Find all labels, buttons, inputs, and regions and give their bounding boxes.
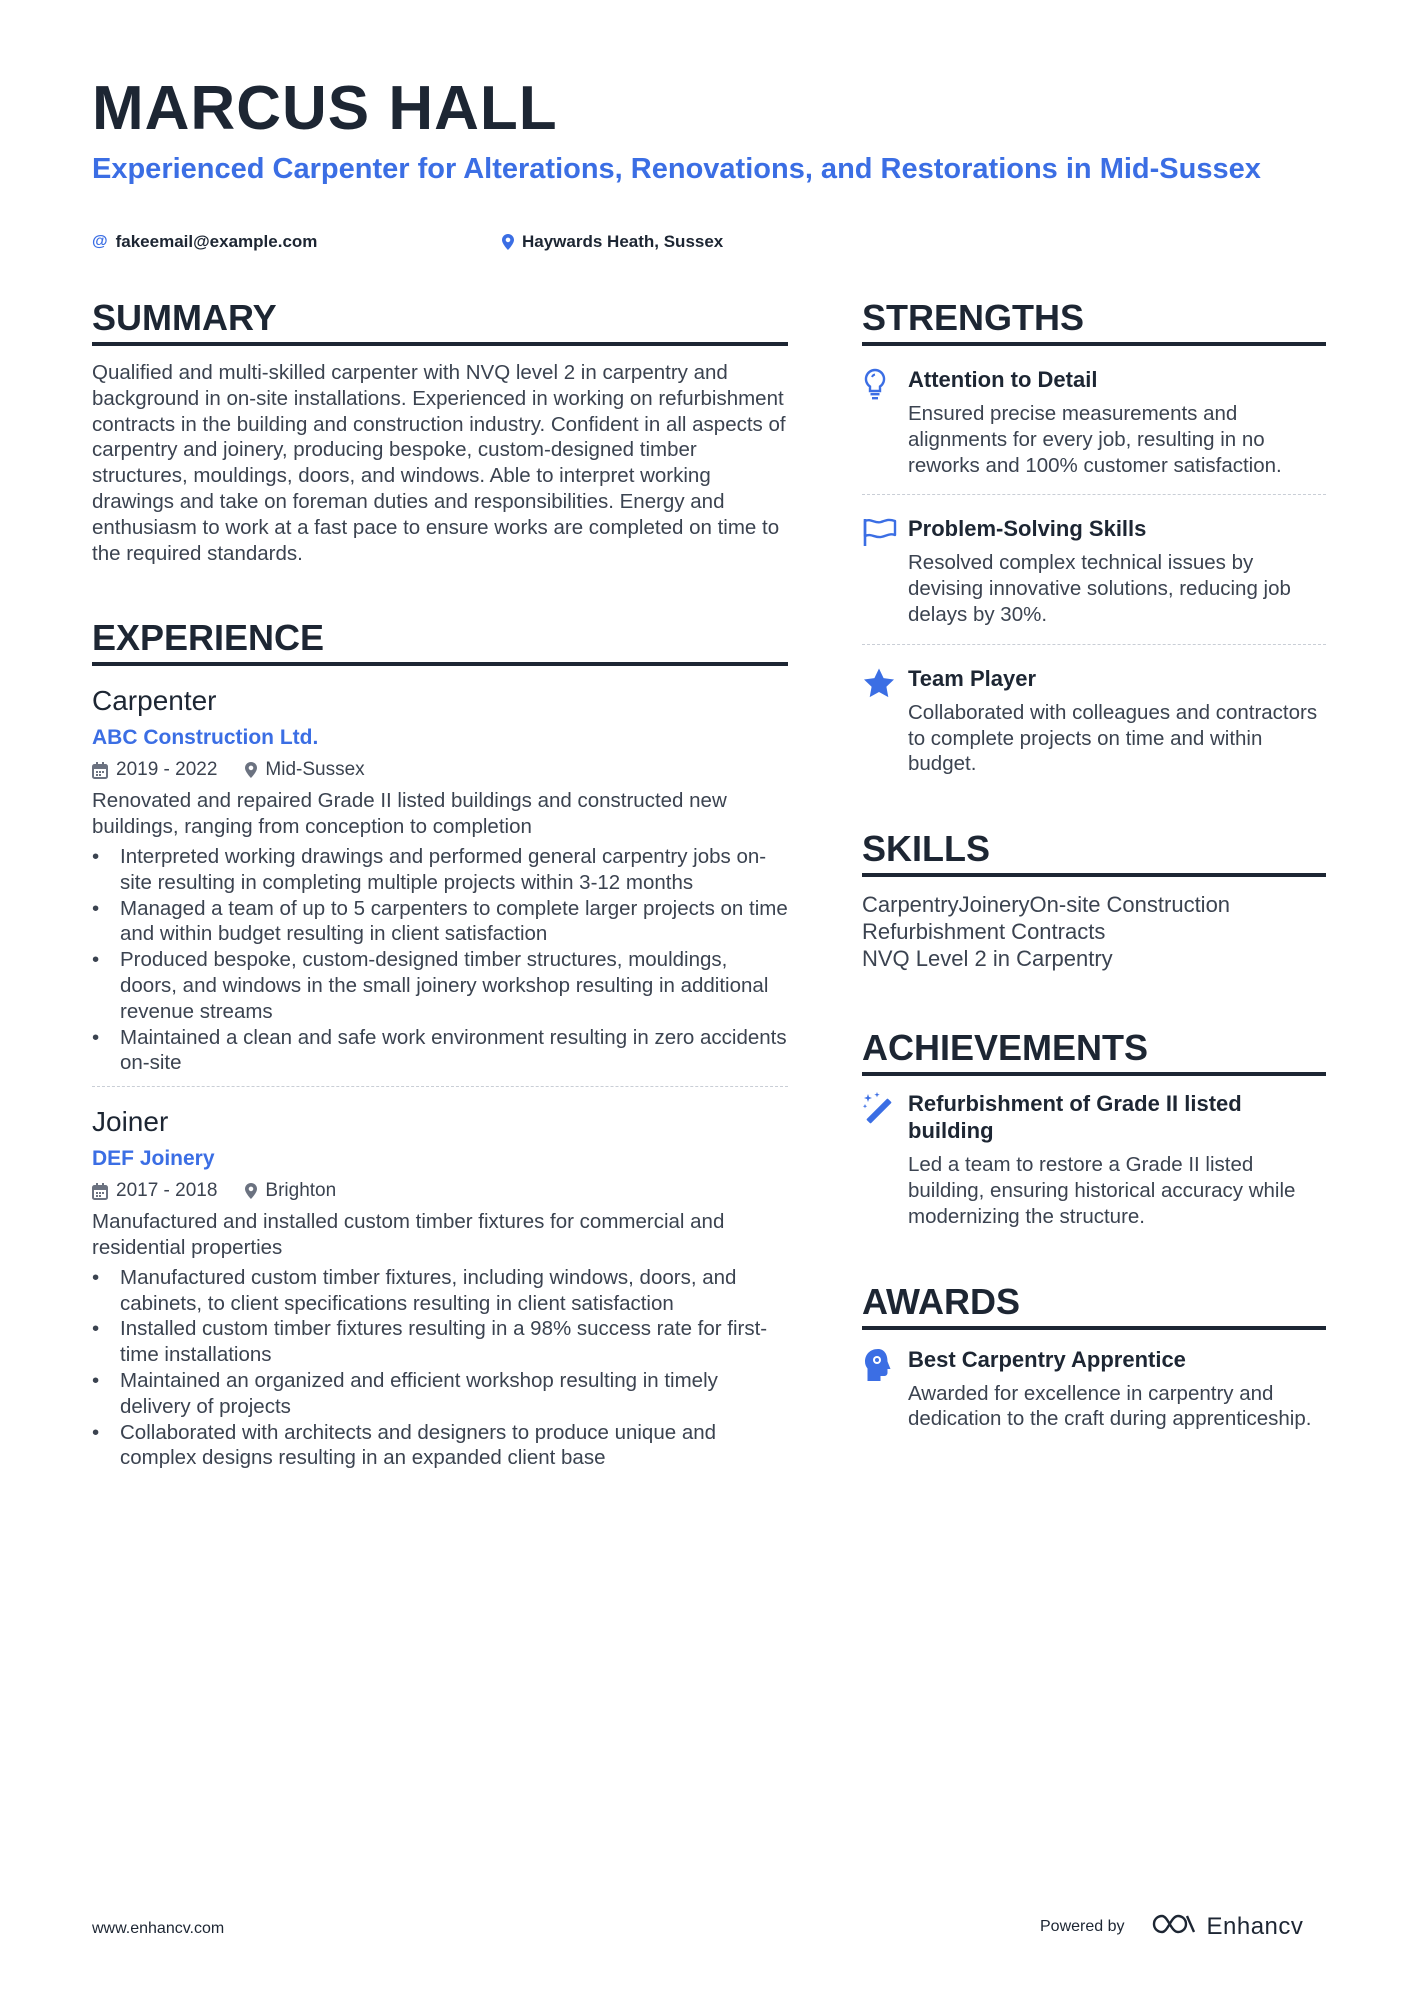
- enhancv-logo-icon: [1151, 1912, 1197, 1941]
- job-bullets: [92, 1265, 788, 1471]
- strength-item: [862, 645, 1326, 793]
- strength-text: Ensured precise measurements and alignments for every job, resulting in no reworks and 100% customer satisfaction.: [908, 402, 1282, 477]
- company-name: DEF Joinery: [92, 1147, 215, 1171]
- company-name: ABC Construction Ltd.: [92, 726, 319, 750]
- job-dates: 2017 - 2018: [116, 1180, 218, 1202]
- skills-line: NVQ Level 2 in Carpentry: [862, 946, 1113, 972]
- skills-line: Refurbishment Contracts: [862, 919, 1106, 945]
- list-item: • Produced bespoke, custom-designed timber structures, mouldings, doors, and windows in the small joinery workshop resulting in additional revenue streams: [92, 947, 788, 1024]
- job-meta: [92, 1179, 788, 1203]
- achievement-title: Refurbishment of Grade II listed building: [908, 1091, 1242, 1144]
- email-text: fakeemail@example.com: [115, 232, 318, 251]
- at-icon: @: [92, 233, 108, 250]
- location-pin-icon: [502, 234, 514, 250]
- brand-name: Enhancv: [1206, 1912, 1304, 1940]
- strengths-title: STRENGTHS: [862, 298, 1326, 346]
- skills-list: [862, 891, 1326, 972]
- location-text: Haywards Heath, Sussex: [522, 232, 724, 251]
- magic-wand-icon: [862, 1090, 908, 1229]
- summary-text: Qualified and multi-skilled carpenter with NVQ level 2 in carpentry and background in on-site installations. Experienced in working on refurbishment contracts in the building and construction industry. Confident in all aspects of carpentry and joinery, producing bespoke, custom-designed timber structures, mouldings, doors, and windows. Able to interpret working drawings and take on foreman duties and responsibilities. Energy and enthusiasm to work at a fast pace to ensure works are completed on time to the required standards.: [92, 361, 786, 565]
- award-title: Best Carpentry Apprentice: [908, 1346, 1186, 1372]
- calendar-icon: [92, 762, 108, 779]
- strength-title: Team Player: [908, 665, 1037, 691]
- job-description: Manufactured and installed custom timber fixtures for commercial and residential properties: [92, 1210, 725, 1259]
- job-description: Renovated and repaired Grade II listed buildings and constructed new buildings, ranging from conception to completion: [92, 789, 727, 839]
- job-bullets: [92, 844, 788, 1076]
- list-item: • Installed custom timber fixtures resulting in a 98% success rate for first-time installations: [92, 1316, 788, 1368]
- achievements-section: [862, 1028, 1326, 1245]
- award-item: [862, 1330, 1326, 1449]
- footer-branding: [1040, 1912, 1303, 1941]
- achievement-item: [862, 1076, 1326, 1245]
- award-text: Awarded for excellence in carpentry and dedication to the craft during apprenticeship.: [908, 1381, 1312, 1431]
- strength-text: Resolved complex technical issues by devising innovative solutions, reducing job delays by 30%.: [908, 551, 1291, 626]
- strength-title: Attention to Detail: [908, 367, 1098, 392]
- right-column: [862, 298, 1326, 1448]
- footer-website[interactable]: www.enhancv.com: [92, 1920, 225, 1937]
- location-pin-icon: [245, 1183, 257, 1199]
- summary-title: SUMMARY: [92, 298, 788, 346]
- strength-text: Collaborated with colleagues and contractors to complete projects on time and within budget.: [908, 700, 1318, 776]
- achievements-title: ACHIEVEMENTS: [862, 1028, 1326, 1076]
- divider: [92, 1086, 788, 1087]
- location-pin-icon: [245, 762, 257, 778]
- list-item: • Manufactured custom timber fixtures, including windows, doors, and cabinets, to client specifications resulting in client satisfaction: [92, 1265, 788, 1317]
- job-title: Joiner: [92, 1106, 169, 1138]
- head-icon: [862, 1346, 908, 1433]
- awards-section: [862, 1282, 1326, 1449]
- job-meta: [92, 758, 788, 782]
- left-column: [92, 298, 788, 1471]
- list-item: • Maintained a clean and safe work environment resulting in zero accidents on-site: [92, 1025, 788, 1077]
- list-item: • Collaborated with architects and designers to produce unique and complex designs resulting in an expanded client base: [92, 1420, 788, 1472]
- experience-title: EXPERIENCE: [92, 618, 788, 666]
- lightbulb-icon: [862, 366, 908, 478]
- strength-item: [862, 495, 1326, 644]
- strength-title: Problem-Solving Skills: [908, 516, 1147, 542]
- job-dates: 2019 - 2022: [116, 759, 218, 781]
- list-item: • Interpreted working drawings and performed general carpentry jobs on-site resulting in completing multiple projects within 3-12 months: [92, 844, 788, 896]
- calendar-icon: [92, 1183, 108, 1200]
- strength-item: [862, 346, 1326, 495]
- experience-section: [92, 618, 788, 1471]
- powered-by-label: Powered by: [1040, 1917, 1125, 1935]
- contact-location: [502, 232, 723, 252]
- job-entry: [92, 1105, 788, 1471]
- summary-section: [92, 298, 788, 566]
- headline: Experienced Carpenter for Alterations, Renovations, and Restorations in Mid-Sussex: [92, 153, 1261, 185]
- list-item: • Managed a team of up to 5 carpenters to complete larger projects on time and within budget resulting in client satisfaction: [92, 896, 788, 948]
- skills-section: [862, 829, 1326, 972]
- job-location: Mid-Sussex: [265, 759, 365, 781]
- job-location: Brighton: [265, 1180, 337, 1202]
- candidate-name: MARCUS HALL: [92, 74, 558, 143]
- awards-title: AWARDS: [862, 1282, 1326, 1330]
- flag-icon: [862, 515, 908, 627]
- list-item: • Maintained an organized and efficient workshop resulting in timely delivery of projects: [92, 1368, 788, 1420]
- achievement-text: Led a team to restore a Grade II listed building, ensuring historical accuracy while modernizing the structure.: [908, 1153, 1296, 1228]
- contact-email: [92, 232, 317, 252]
- skills-title: SKILLS: [862, 829, 1326, 877]
- strengths-section: [862, 298, 1326, 793]
- job-title: Carpenter: [92, 685, 217, 717]
- skills-line: CarpentryJoineryOn-site Construction: [862, 892, 1231, 918]
- job-entry: [92, 684, 788, 1087]
- star-icon: [862, 665, 908, 777]
